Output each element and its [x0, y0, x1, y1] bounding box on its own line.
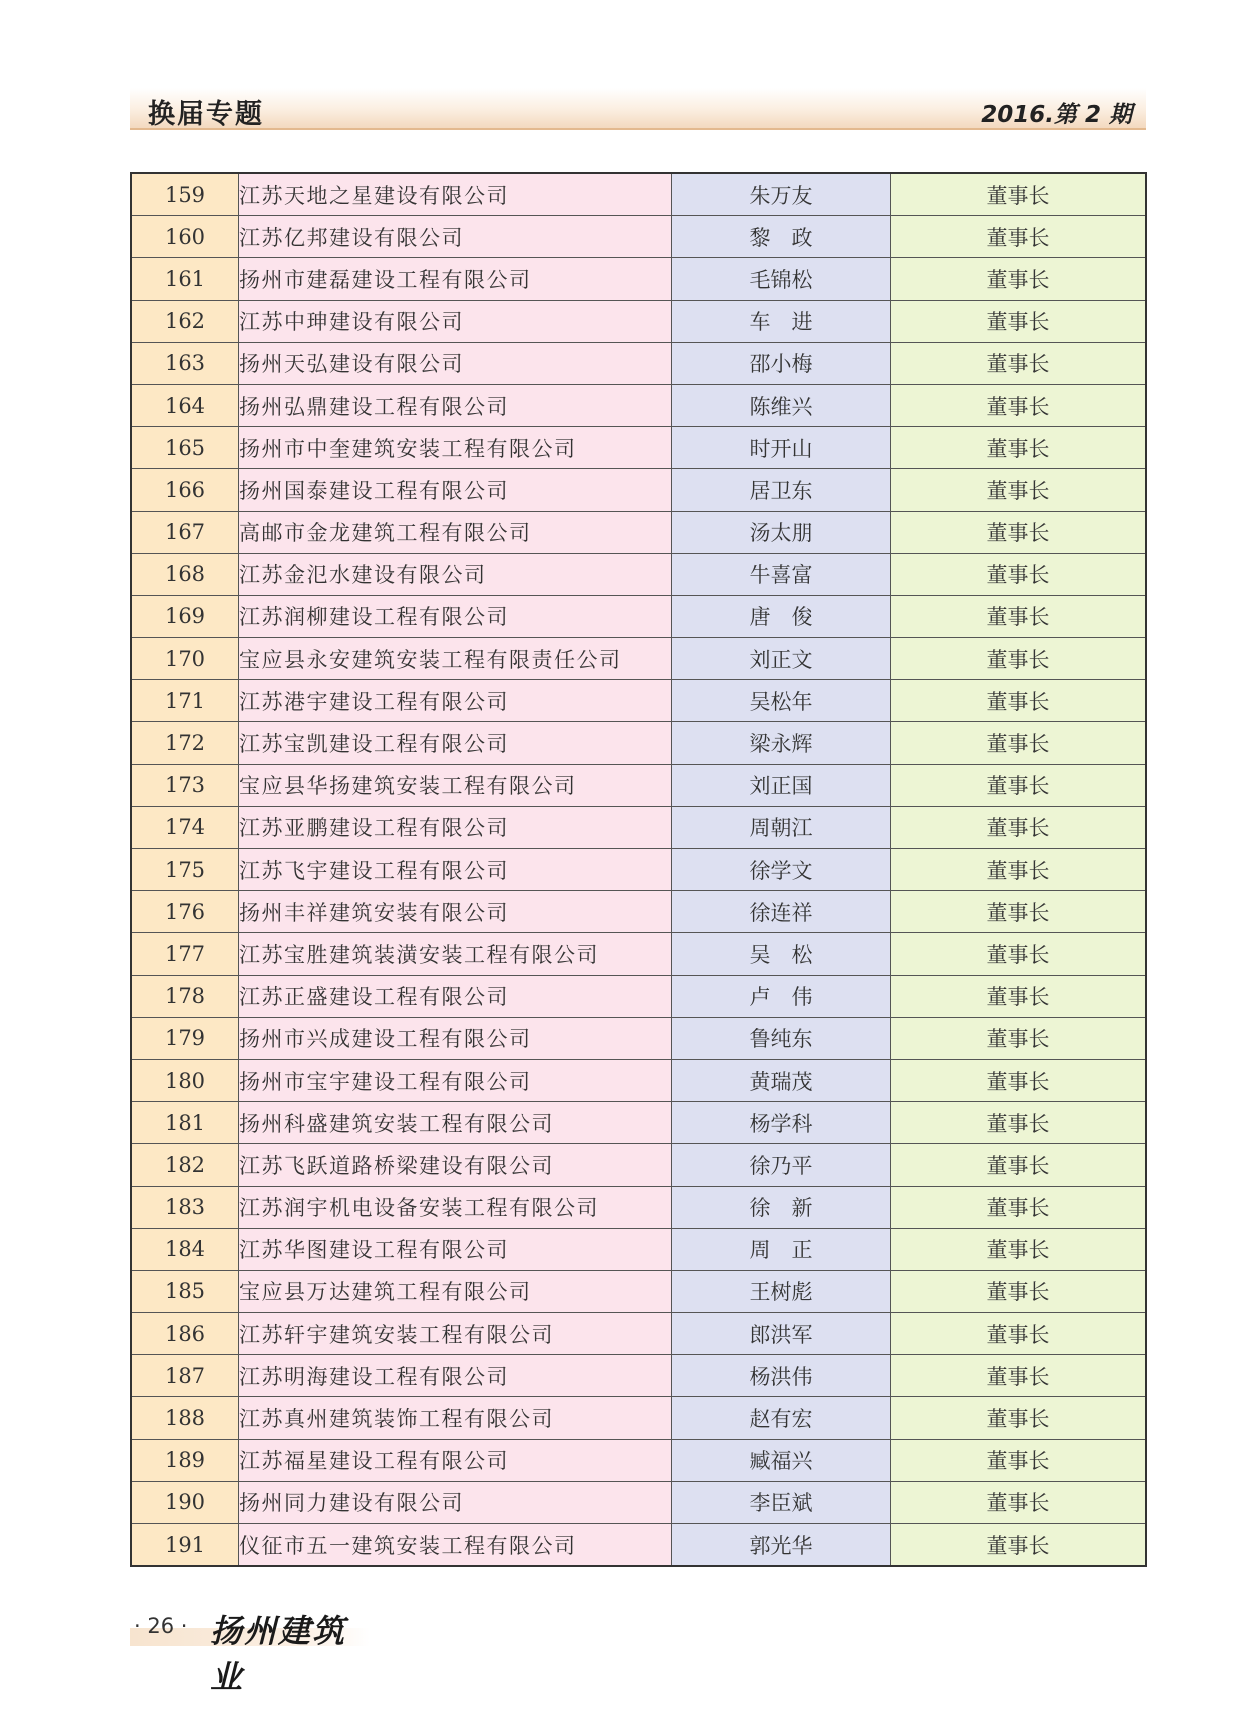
company-name: 江苏中珅建设有限公司 — [239, 300, 672, 342]
position-title: 董事长 — [891, 1059, 1147, 1101]
company-name: 江苏润宇机电设备安装工程有限公司 — [239, 1186, 672, 1228]
row-number: 172 — [131, 722, 239, 764]
company-name: 扬州市中奎建筑安装工程有限公司 — [239, 427, 672, 469]
table-row — [131, 1102, 1146, 1144]
row-number: 190 — [131, 1481, 239, 1523]
company-name: 江苏宝凯建设工程有限公司 — [239, 722, 672, 764]
person-name: 居卫东 — [672, 469, 891, 511]
table-row — [131, 933, 1146, 975]
table-row — [131, 511, 1146, 553]
company-name: 扬州市兴成建设工程有限公司 — [239, 1017, 672, 1059]
person-name: 毛锦松 — [672, 258, 891, 300]
row-number: 171 — [131, 680, 239, 722]
person-name: 郭光华 — [672, 1524, 891, 1567]
position-title: 董事长 — [891, 975, 1147, 1017]
page-footer — [130, 1612, 370, 1696]
position-title: 董事长 — [891, 511, 1147, 553]
row-number: 185 — [131, 1270, 239, 1312]
position-title: 董事长 — [891, 1102, 1147, 1144]
person-name: 时开山 — [672, 427, 891, 469]
person-name: 邵小梅 — [672, 342, 891, 384]
row-number: 188 — [131, 1397, 239, 1439]
person-name: 徐学文 — [672, 849, 891, 891]
person-name: 徐乃平 — [672, 1144, 891, 1186]
company-name: 江苏金氾水建设有限公司 — [239, 553, 672, 595]
row-number: 167 — [131, 511, 239, 553]
company-name: 扬州同力建设有限公司 — [239, 1481, 672, 1523]
person-name: 李臣斌 — [672, 1481, 891, 1523]
table-row — [131, 1144, 1146, 1186]
position-title: 董事长 — [891, 173, 1147, 216]
position-title: 董事长 — [891, 1228, 1147, 1270]
position-title: 董事长 — [891, 384, 1147, 426]
row-number: 175 — [131, 849, 239, 891]
person-name: 黎 政 — [672, 216, 891, 258]
row-number: 176 — [131, 891, 239, 933]
table-row — [131, 1186, 1146, 1228]
company-name: 江苏明海建设工程有限公司 — [239, 1355, 672, 1397]
person-name: 徐 新 — [672, 1186, 891, 1228]
company-name: 江苏亚鹏建设工程有限公司 — [239, 806, 672, 848]
position-title: 董事长 — [891, 764, 1147, 806]
table-row — [131, 173, 1146, 216]
position-title: 董事长 — [891, 1186, 1147, 1228]
position-title: 董事长 — [891, 638, 1147, 680]
row-number: 170 — [131, 638, 239, 680]
row-number: 161 — [131, 258, 239, 300]
page-number: · 26 · — [134, 1614, 188, 1638]
position-title: 董事长 — [891, 427, 1147, 469]
row-number: 187 — [131, 1355, 239, 1397]
company-name: 宝应县永安建筑安装工程有限责任公司 — [239, 638, 672, 680]
position-title: 董事长 — [891, 849, 1147, 891]
company-name: 宝应县华扬建筑安装工程有限公司 — [239, 764, 672, 806]
company-name: 江苏润柳建设工程有限公司 — [239, 595, 672, 637]
table-row — [131, 722, 1146, 764]
table-row — [131, 638, 1146, 680]
position-title: 董事长 — [891, 553, 1147, 595]
table-row — [131, 553, 1146, 595]
table-row — [131, 1059, 1146, 1101]
person-name: 臧福兴 — [672, 1439, 891, 1481]
person-name: 卢 伟 — [672, 975, 891, 1017]
person-name: 吴松年 — [672, 680, 891, 722]
company-name: 江苏轩宇建筑安装工程有限公司 — [239, 1313, 672, 1355]
member-table-body — [131, 173, 1146, 1566]
position-title: 董事长 — [891, 1397, 1147, 1439]
row-number: 159 — [131, 173, 239, 216]
position-title: 董事长 — [891, 680, 1147, 722]
table-row — [131, 1355, 1146, 1397]
person-name: 车 进 — [672, 300, 891, 342]
table-row — [131, 1524, 1146, 1567]
company-name: 江苏港宇建设工程有限公司 — [239, 680, 672, 722]
person-name: 牛喜富 — [672, 553, 891, 595]
company-name: 扬州天弘建设有限公司 — [239, 342, 672, 384]
table-row — [131, 469, 1146, 511]
row-number: 177 — [131, 933, 239, 975]
table-row — [131, 680, 1146, 722]
position-title: 董事长 — [891, 258, 1147, 300]
magazine-logo: 扬州建筑业 — [210, 1612, 347, 1696]
person-name: 朱万友 — [672, 173, 891, 216]
table-row — [131, 1017, 1146, 1059]
position-title: 董事长 — [891, 1524, 1147, 1567]
company-name: 江苏福星建设工程有限公司 — [239, 1439, 672, 1481]
row-number: 184 — [131, 1228, 239, 1270]
person-name: 杨学科 — [672, 1102, 891, 1144]
person-name: 黄瑞茂 — [672, 1059, 891, 1101]
person-name: 刘正文 — [672, 638, 891, 680]
position-title: 董事长 — [891, 1313, 1147, 1355]
position-title: 董事长 — [891, 1144, 1147, 1186]
position-title: 董事长 — [891, 1481, 1147, 1523]
company-name: 江苏亿邦建设有限公司 — [239, 216, 672, 258]
person-name: 唐 俊 — [672, 595, 891, 637]
table-row — [131, 342, 1146, 384]
position-title: 董事长 — [891, 1439, 1147, 1481]
row-number: 164 — [131, 384, 239, 426]
row-number: 163 — [131, 342, 239, 384]
company-name: 江苏天地之星建设有限公司 — [239, 173, 672, 216]
company-name: 扬州丰祥建筑安装有限公司 — [239, 891, 672, 933]
row-number: 166 — [131, 469, 239, 511]
row-number: 183 — [131, 1186, 239, 1228]
row-number: 160 — [131, 216, 239, 258]
table-row — [131, 258, 1146, 300]
table-row — [131, 300, 1146, 342]
position-title: 董事长 — [891, 1355, 1147, 1397]
row-number: 165 — [131, 427, 239, 469]
position-title: 董事长 — [891, 891, 1147, 933]
person-name: 徐连祥 — [672, 891, 891, 933]
row-number: 174 — [131, 806, 239, 848]
person-name: 周 正 — [672, 1228, 891, 1270]
row-number: 191 — [131, 1524, 239, 1567]
table-row — [131, 891, 1146, 933]
company-name: 江苏正盛建设工程有限公司 — [239, 975, 672, 1017]
company-name: 江苏真州建筑装饰工程有限公司 — [239, 1397, 672, 1439]
person-name: 周朝江 — [672, 806, 891, 848]
position-title: 董事长 — [891, 469, 1147, 511]
company-name: 扬州市建磊建设工程有限公司 — [239, 258, 672, 300]
table-row — [131, 806, 1146, 848]
table-row — [131, 975, 1146, 1017]
person-name: 鲁纯东 — [672, 1017, 891, 1059]
row-number: 173 — [131, 764, 239, 806]
position-title: 董事长 — [891, 342, 1147, 384]
table-row — [131, 1228, 1146, 1270]
table-row — [131, 764, 1146, 806]
position-title: 董事长 — [891, 722, 1147, 764]
company-name: 江苏飞宇建设工程有限公司 — [239, 849, 672, 891]
table-row — [131, 849, 1146, 891]
position-title: 董事长 — [891, 595, 1147, 637]
company-name: 江苏飞跃道路桥梁建设有限公司 — [239, 1144, 672, 1186]
position-title: 董事长 — [891, 933, 1147, 975]
row-number: 169 — [131, 595, 239, 637]
person-name: 刘正国 — [672, 764, 891, 806]
position-title: 董事长 — [891, 806, 1147, 848]
person-name: 梁永辉 — [672, 722, 891, 764]
company-name: 扬州国泰建设工程有限公司 — [239, 469, 672, 511]
table-row — [131, 1313, 1146, 1355]
table-row — [131, 1397, 1146, 1439]
company-name: 扬州弘鼎建设工程有限公司 — [239, 384, 672, 426]
table-row — [131, 427, 1146, 469]
table-row — [131, 1270, 1146, 1312]
person-name: 陈维兴 — [672, 384, 891, 426]
row-number: 186 — [131, 1313, 239, 1355]
table-row — [131, 1481, 1146, 1523]
position-title: 董事长 — [891, 1017, 1147, 1059]
row-number: 178 — [131, 975, 239, 1017]
section-title: 换届专题 — [148, 99, 264, 130]
person-name: 杨洪伟 — [672, 1355, 891, 1397]
page-header — [130, 88, 1146, 130]
company-name: 扬州市宝宇建设工程有限公司 — [239, 1059, 672, 1101]
person-name: 赵有宏 — [672, 1397, 891, 1439]
person-name: 郎洪军 — [672, 1313, 891, 1355]
position-title: 董事长 — [891, 216, 1147, 258]
row-number: 181 — [131, 1102, 239, 1144]
position-title: 董事长 — [891, 1270, 1147, 1312]
company-name: 高邮市金龙建筑工程有限公司 — [239, 511, 672, 553]
company-name: 宝应县万达建筑工程有限公司 — [239, 1270, 672, 1312]
company-name: 江苏华图建设工程有限公司 — [239, 1228, 672, 1270]
row-number: 180 — [131, 1059, 239, 1101]
table-row — [131, 595, 1146, 637]
company-name: 扬州科盛建筑安装工程有限公司 — [239, 1102, 672, 1144]
member-table — [130, 172, 1147, 1567]
table-row — [131, 216, 1146, 258]
person-name: 吴 松 — [672, 933, 891, 975]
row-number: 189 — [131, 1439, 239, 1481]
person-name: 汤太朋 — [672, 511, 891, 553]
issue-label: 2016.第 2 期 — [981, 102, 1132, 128]
company-name: 仪征市五一建筑安装工程有限公司 — [239, 1524, 672, 1567]
table-row — [131, 1439, 1146, 1481]
person-name: 王树彪 — [672, 1270, 891, 1312]
company-name: 江苏宝胜建筑装潢安装工程有限公司 — [239, 933, 672, 975]
row-number: 168 — [131, 553, 239, 595]
row-number: 162 — [131, 300, 239, 342]
row-number: 182 — [131, 1144, 239, 1186]
position-title: 董事长 — [891, 300, 1147, 342]
table-row — [131, 384, 1146, 426]
row-number: 179 — [131, 1017, 239, 1059]
